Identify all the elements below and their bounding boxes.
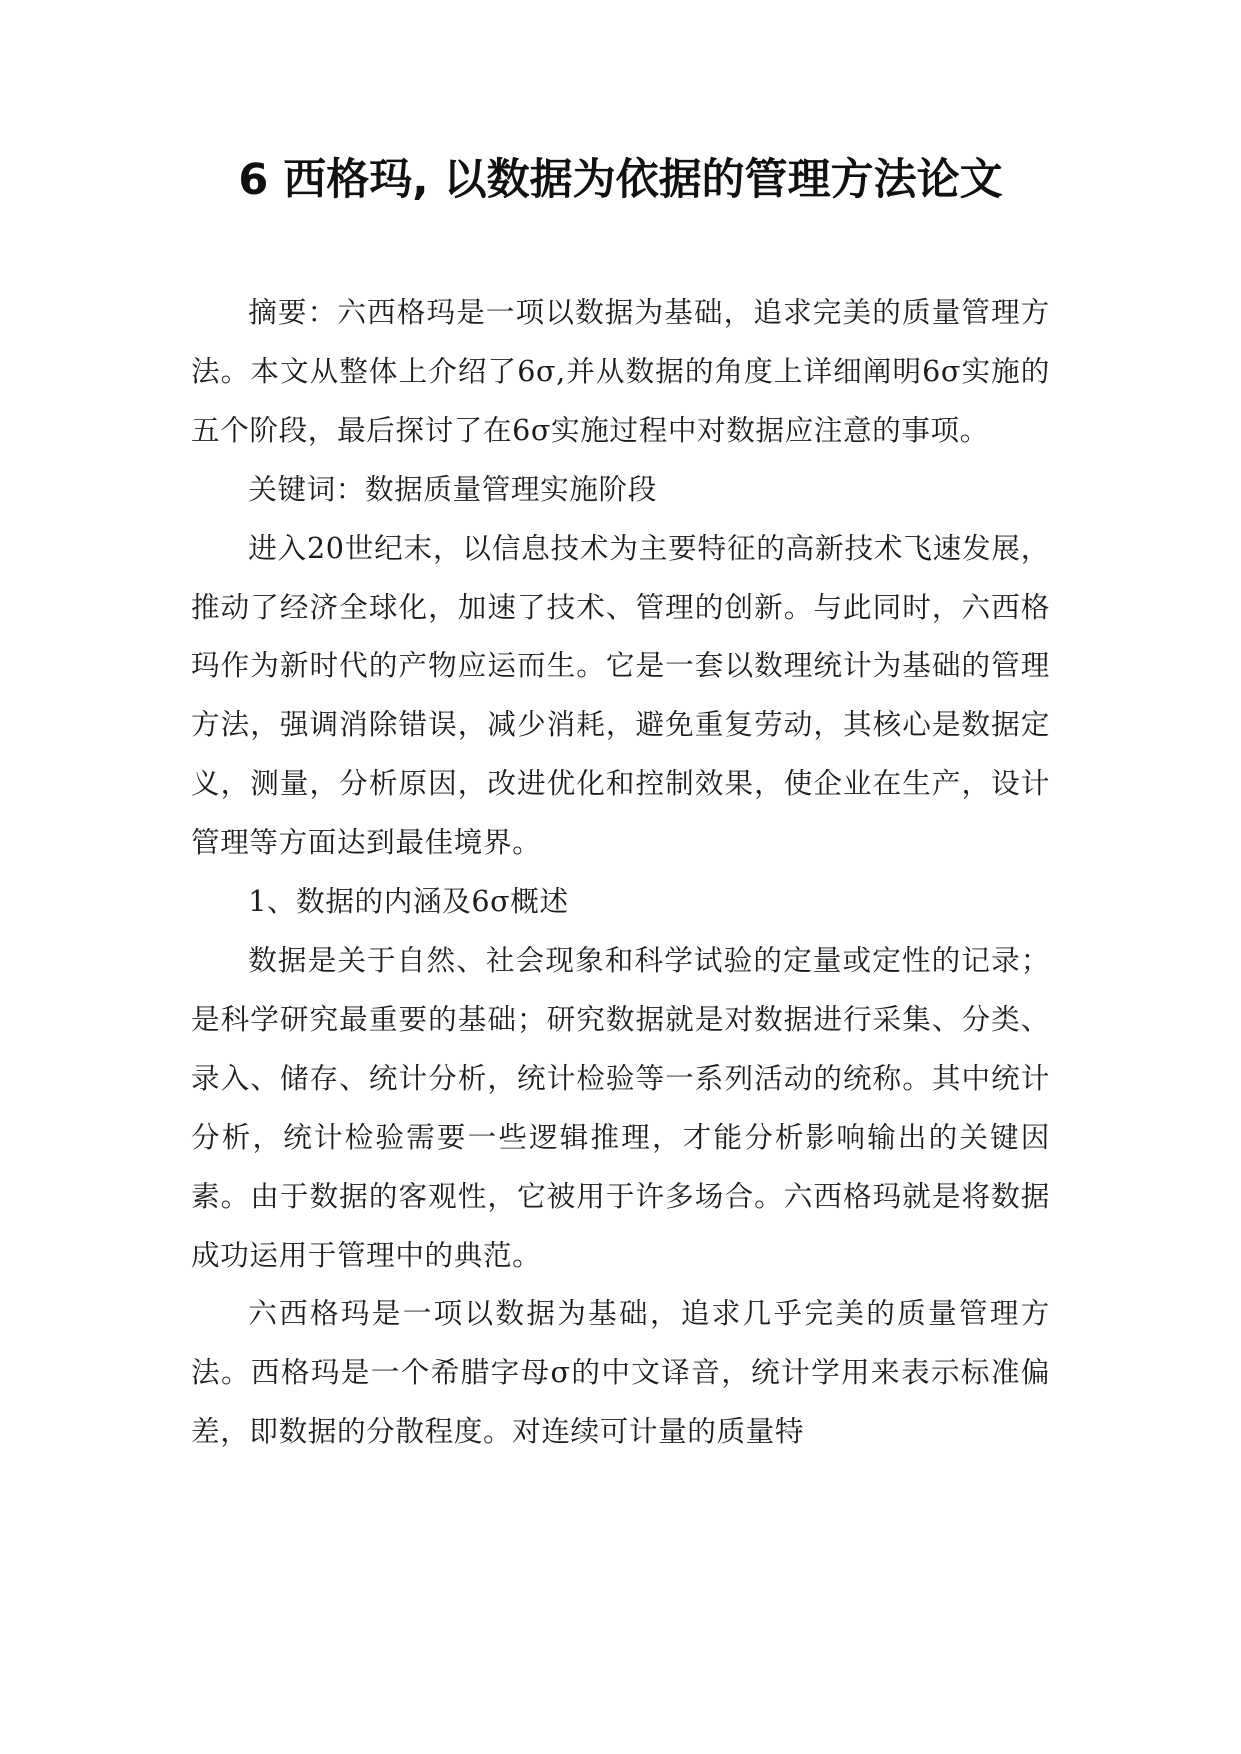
body-paragraph: 数据是关于自然、社会现象和科学试验的定量或定性的记录；是科学研究最重要的基础；研究数据就是对数据进行采集、分类、录入、储存、统计分析，统计检验等一系列活动的统称。其中统计分析，统计检验需要一些逻辑推理，才能分析影响输出的关键因素。由于数据的客观性，它被用于许多场合。六西格玛就是将数据成功运用于管理中的典范。 (191, 942, 1050, 1272)
body-paragraph: 六西格玛是一项以数据为基础，追求几乎完美的质量管理方法。西格玛是一个希腊字母σ的中文译音，统计学用来表示标准偏差，即数据的分散程度。对连续可计量的质量特 (191, 1296, 1050, 1449)
keywords-paragraph: 关键词：数据质量管理实施阶段 (248, 471, 657, 506)
intro-paragraph: 进入20世纪末，以信息技术为主要特征的高新技术飞速发展，推动了经济全球化，加速了技术、管理的创新。与此同时，六西格玛作为新时代的产物应运而生。它是一套以数理统计为基础的管理方法，强调消除错误，减少消耗，避免重复劳动，其核心是数据定义，测量，分析原因，改进优化和控制效果，使企业在生产，设计管理等方面达到最佳境界。 (191, 530, 1050, 860)
document-title: 6 西格玛, 以数据为依据的管理方法论文 (238, 155, 1003, 205)
document-body (191, 283, 1050, 1461)
section-heading: 1、数据的内涵及6σ概述 (248, 884, 569, 919)
abstract-paragraph: 摘要：六西格玛是一项以数据为基础，追求完美的质量管理方法。本文从整体上介绍了6σ,并从数据的角度上详细阐明6σ实施的五个阶段，最后探讨了在6σ实施过程中对数据应注意的事项。 (191, 295, 1050, 447)
